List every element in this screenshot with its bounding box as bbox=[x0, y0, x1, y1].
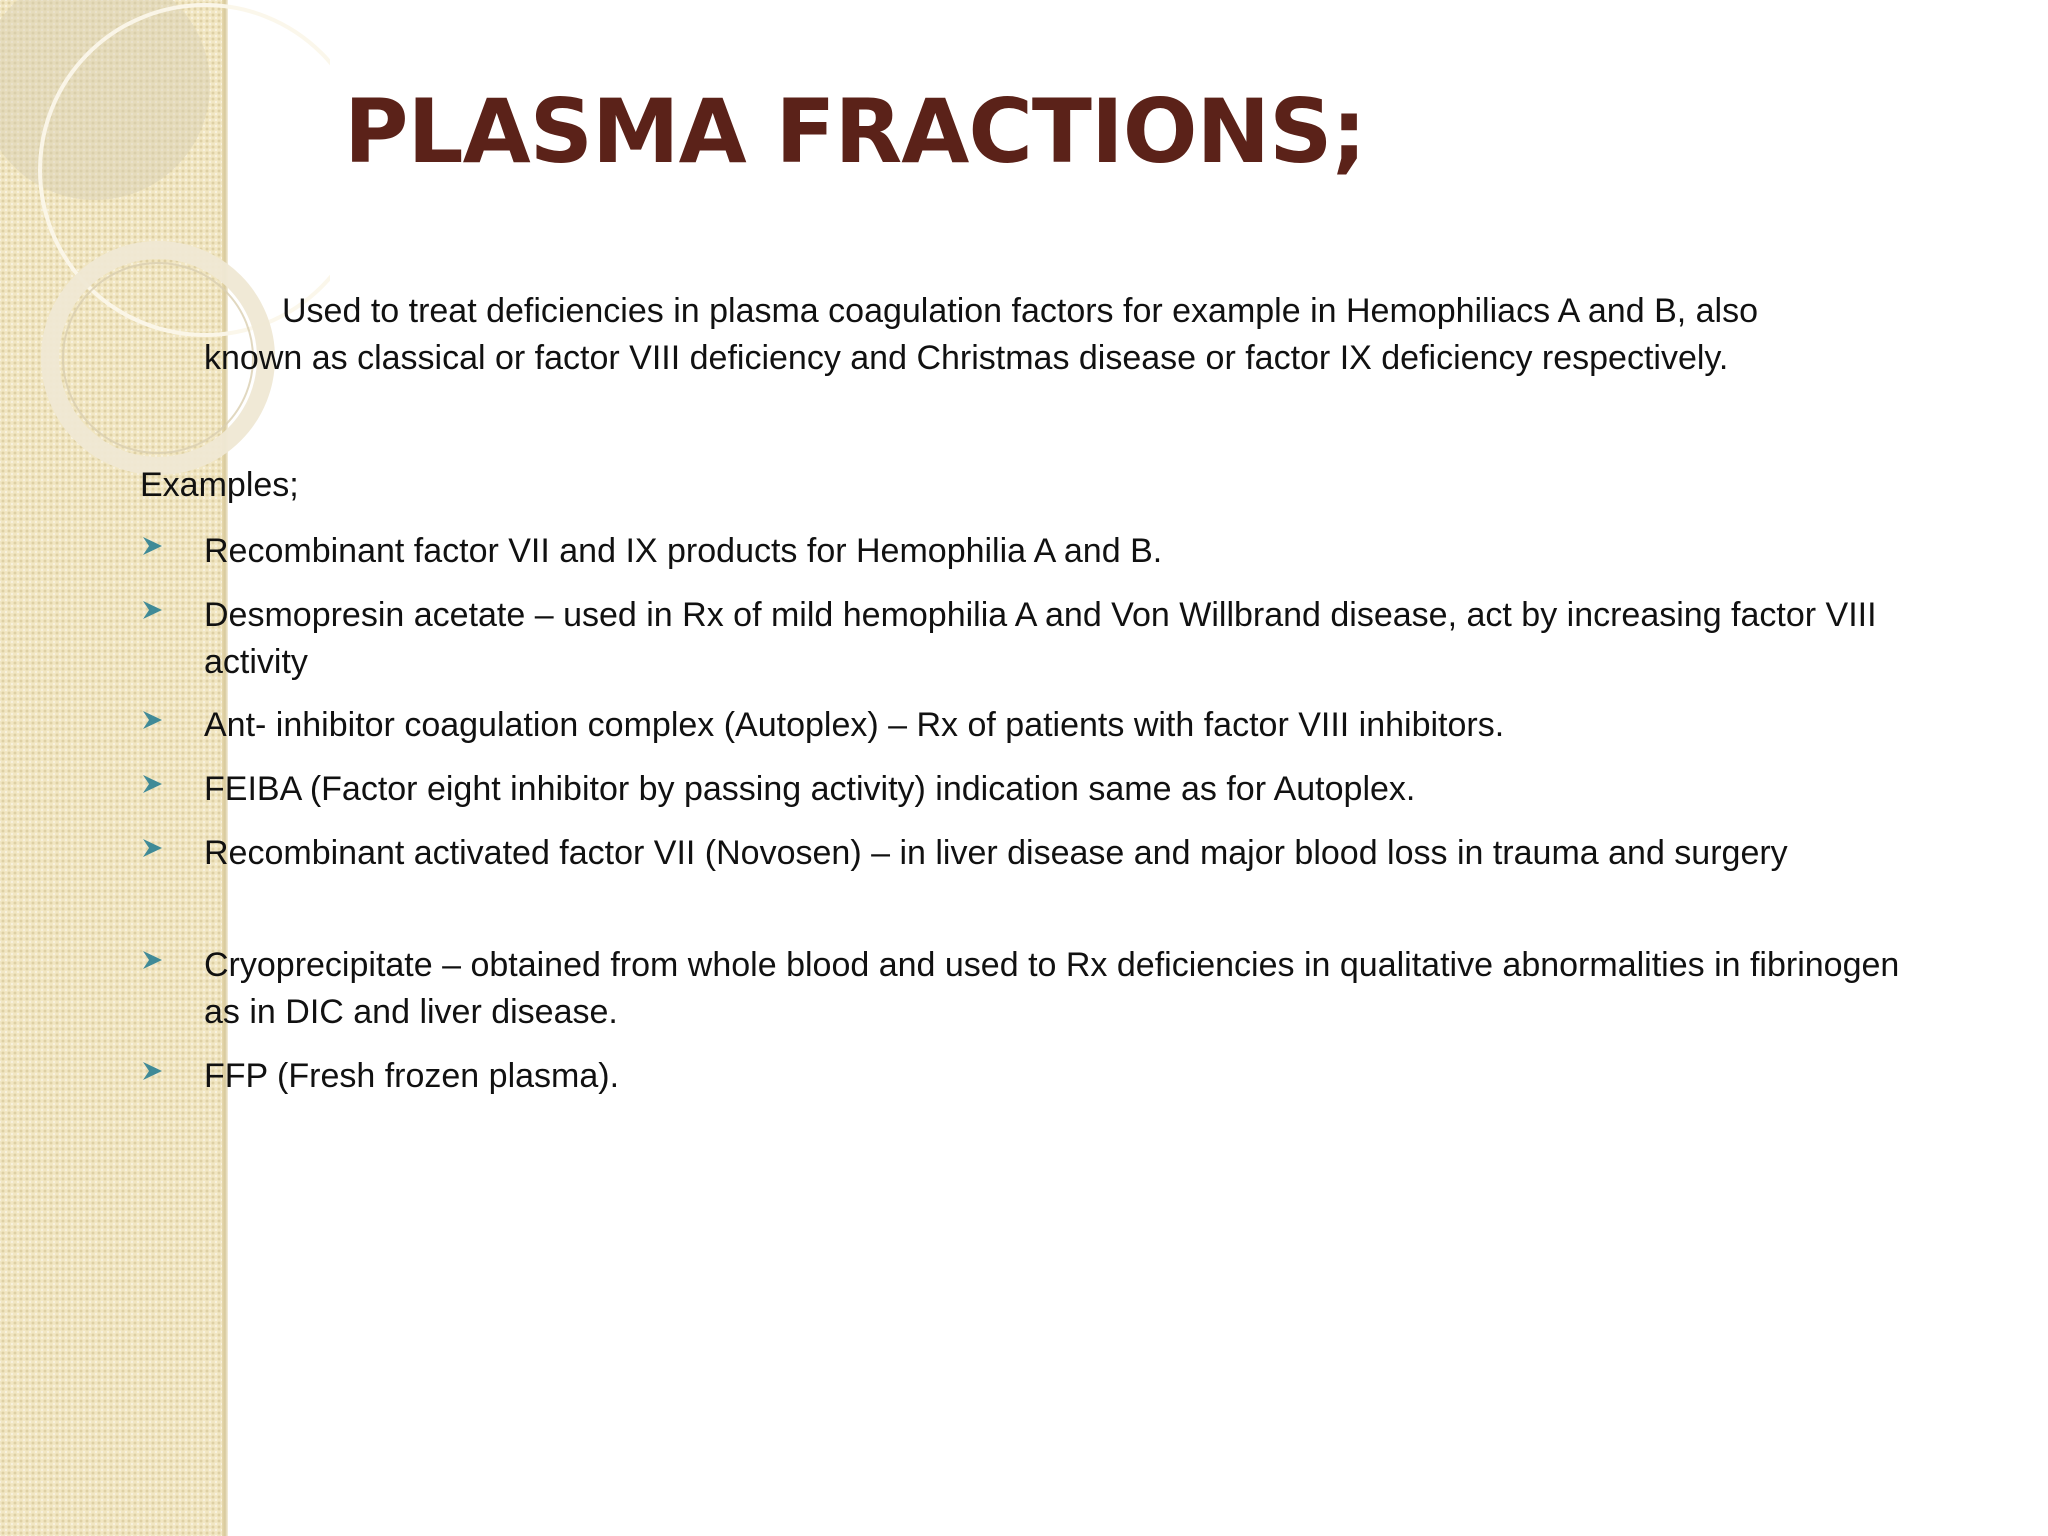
arrowhead-bullet-icon bbox=[140, 836, 164, 860]
decorative-rings bbox=[0, 0, 330, 520]
bullet-text: Ant- inhibitor coagulation complex (Autoplex) – Rx of patients with factor VIII inhibitors. bbox=[204, 706, 1505, 744]
bullet-item bbox=[140, 592, 1920, 686]
arrowhead-bullet-icon bbox=[140, 948, 164, 972]
bullet-text: Recombinant activated factor VII (Novosen) – in liver disease and major blood loss in trauma and surgery bbox=[204, 834, 1788, 872]
bullet-item bbox=[140, 528, 1920, 575]
arrowhead-bullet-icon bbox=[140, 598, 164, 622]
bullet-item bbox=[140, 702, 1920, 749]
arrowhead-bullet-icon bbox=[140, 1059, 164, 1083]
bullet-text: FFP (Fresh frozen plasma). bbox=[204, 1057, 620, 1095]
intro-paragraph: Used to treat deficiencies in plasma coagulation factors for example in Hemophiliacs A and B, also known as classical or factor VIII deficiency and Christmas disease or factor IX deficiency respectively. bbox=[204, 292, 1759, 377]
bullet-text: FEIBA (Factor eight inhibitor by passing activity) indication same as for Autoplex. bbox=[204, 770, 1416, 808]
bullet-item bbox=[140, 942, 1920, 1036]
bullet-text: Cryoprecipitate – obtained from whole blood and used to Rx deficiencies in qualitative abnormalities in fibrinogen as in DIC and liver disease. bbox=[204, 946, 1900, 1031]
arrowhead-bullet-icon bbox=[140, 708, 164, 732]
bullet-item bbox=[140, 1053, 1920, 1100]
decorative-disc bbox=[0, 0, 210, 200]
bullet-item bbox=[140, 766, 1920, 813]
bullet-item bbox=[140, 830, 1920, 877]
slide-title: PLASMA FRACTIONS; bbox=[344, 80, 1366, 183]
examples-label: Examples; bbox=[140, 466, 299, 504]
bullet-text: Recombinant factor VII and IX products for Hemophilia A and B. bbox=[204, 532, 1163, 570]
arrowhead-bullet-icon bbox=[140, 534, 164, 558]
bullet-text: Desmopresin acetate – used in Rx of mild hemophilia A and Von Willbrand disease, act by increasing factor VIII activity bbox=[204, 596, 1877, 681]
arrowhead-bullet-icon bbox=[140, 772, 164, 796]
